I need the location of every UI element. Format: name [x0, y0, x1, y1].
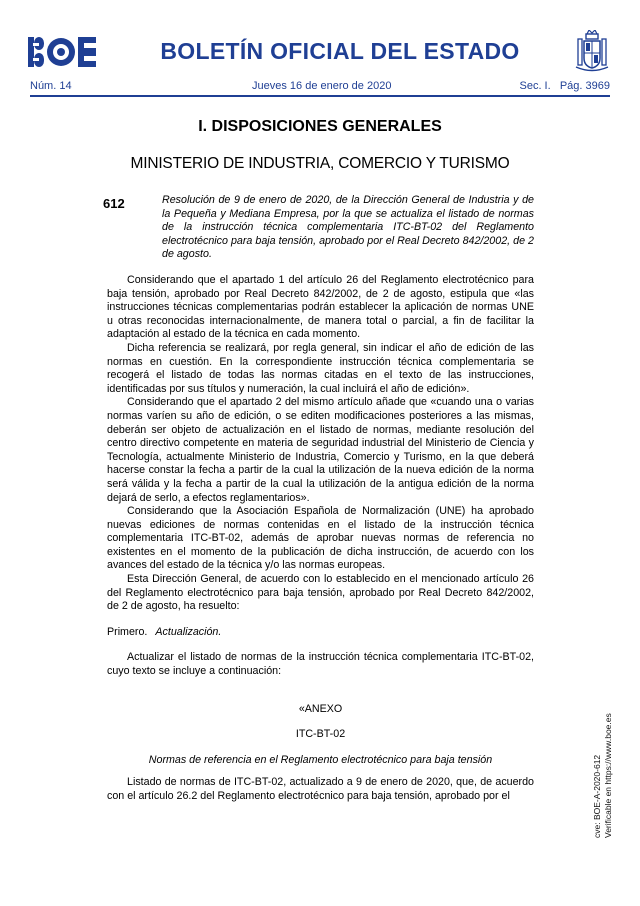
- normas-title: Normas de referencia en el Reglamento electrotécnico para baja tensión: [148, 753, 493, 766]
- ministry-name: MINISTERIO DE INDUSTRIA, COMERCIO Y TURISMO: [130, 155, 510, 172]
- paragraph-7: Listado de normas de ITC-BT-02, actualizado a 9 de enero de 2020, que, de acuerdo con el artículo 26.2 del Reglamento electrotécnico para baja tensión, aprobado por el: [107, 776, 534, 802]
- issue-number: Núm. 14: [30, 80, 72, 92]
- paragraph-4: Considerando que la Asociación Española de Normalización (UNE) ha aprobado nuevas ediciones de normas contenidas en el listado de la instrucción técnica complementaria ITC-BT-02, además de aprobar nuevas normas de referencia no existentes en el momento de la publicación de dicha instrucción, de acuerdo con los avances del estado de la técnica y/o las normas europeas.: [107, 505, 534, 572]
- article-title: Actualización.: [155, 625, 222, 638]
- document-body: [107, 274, 534, 804]
- paragraph-1: Considerando que el apartado 1 del artículo 26 del Reglamento electrotécnico para baja tensión, aprobado por Real Decreto 842/2002, de 2 de agosto, estipula que «las instrucciones técnicas complementarias podrán establecer la aplicación de normas UNE u otras reconocidas internacionalmente, de manera total o parcial, a fin de facilitar la adaptación al estado de la técnica en cada momento.: [107, 274, 534, 341]
- article-heading: [107, 626, 534, 640]
- verification-link[interactable]: Verificable en https://www.boe.es: [603, 713, 613, 838]
- header-rule: [30, 95, 610, 97]
- issue-info-bar: [30, 80, 610, 94]
- annex-heading: «ANEXO: [298, 702, 343, 715]
- paragraph-6: Actualizar el listado de normas de la instrucción técnica complementaria ITC-BT-02, cuyo texto se incluye a continuación:: [107, 651, 534, 678]
- disposition-number: 612: [103, 196, 125, 211]
- disposition-summary: Resolución de 9 de enero de 2020, de la Dirección General de Industria y de la Pequeña y Mediana Empresa, por la que se actualiza el listado de normas de la instrucción técnica complementaria ITC-BT-02 del Reglamento electrotécnico para baja tensión, aprobado por el Real Decreto 842/2002, de 2 de agosto.: [162, 194, 534, 261]
- masthead-title: BOLETÍN OFICIAL DEL ESTADO: [160, 38, 520, 64]
- paragraph-2: Dicha referencia se realizará, por regla general, sin indicar el año de edición de las normas en cuestión. En la correspondiente instrucción técnica complementaria se recogerá el listado de todas las normas citadas en el texto de las instrucciones, identificadas por sus títulos y numeración, la cual incluirá el año de edición».: [107, 341, 534, 395]
- boe-logo: [28, 37, 96, 67]
- section-title: I. DISPOSICIONES GENERALES: [198, 118, 442, 135]
- side-verification: [592, 578, 614, 838]
- paragraph-3: Considerando que el apartado 2 del mismo artículo añade que «cuando una o varias normas varíen su año de edición, o se editen modificaciones posteriores a las mismas, deberán ser objeto de actualización en el listado de normas, mediante resolución del centro directivo competente en materia de seguridad industrial del Ministerio de Ciencia y Tecnología, actualmente Ministerio de Industria, Comercio y Turismo, en la que deberá hacerse constar la fecha a partir de la cual la utilización de la nueva edición de la norma será válida y la fecha a partir de la cual la utilización de la antigua edición de la norma dejará de serlo, a efectos reglamentarios».: [107, 396, 534, 504]
- cve-code: cve: BOE-A-2020-612: [592, 754, 602, 838]
- itc-heading: ITC-BT-02: [295, 728, 346, 741]
- article-label: Primero.: [107, 625, 148, 638]
- coat-of-arms-icon: [575, 30, 609, 72]
- paragraph-5: Esta Dirección General, de acuerdo con lo establecido en el mencionado artículo 26 del Reglamento electrotécnico para baja tensión, aprobado por Real Decreto 842/2002, de 2 de agosto, ha resuelto:: [107, 573, 534, 613]
- issue-date: Jueves 16 de enero de 2020: [252, 80, 392, 92]
- section-page: Sec. I. Pág. 3969: [519, 80, 610, 92]
